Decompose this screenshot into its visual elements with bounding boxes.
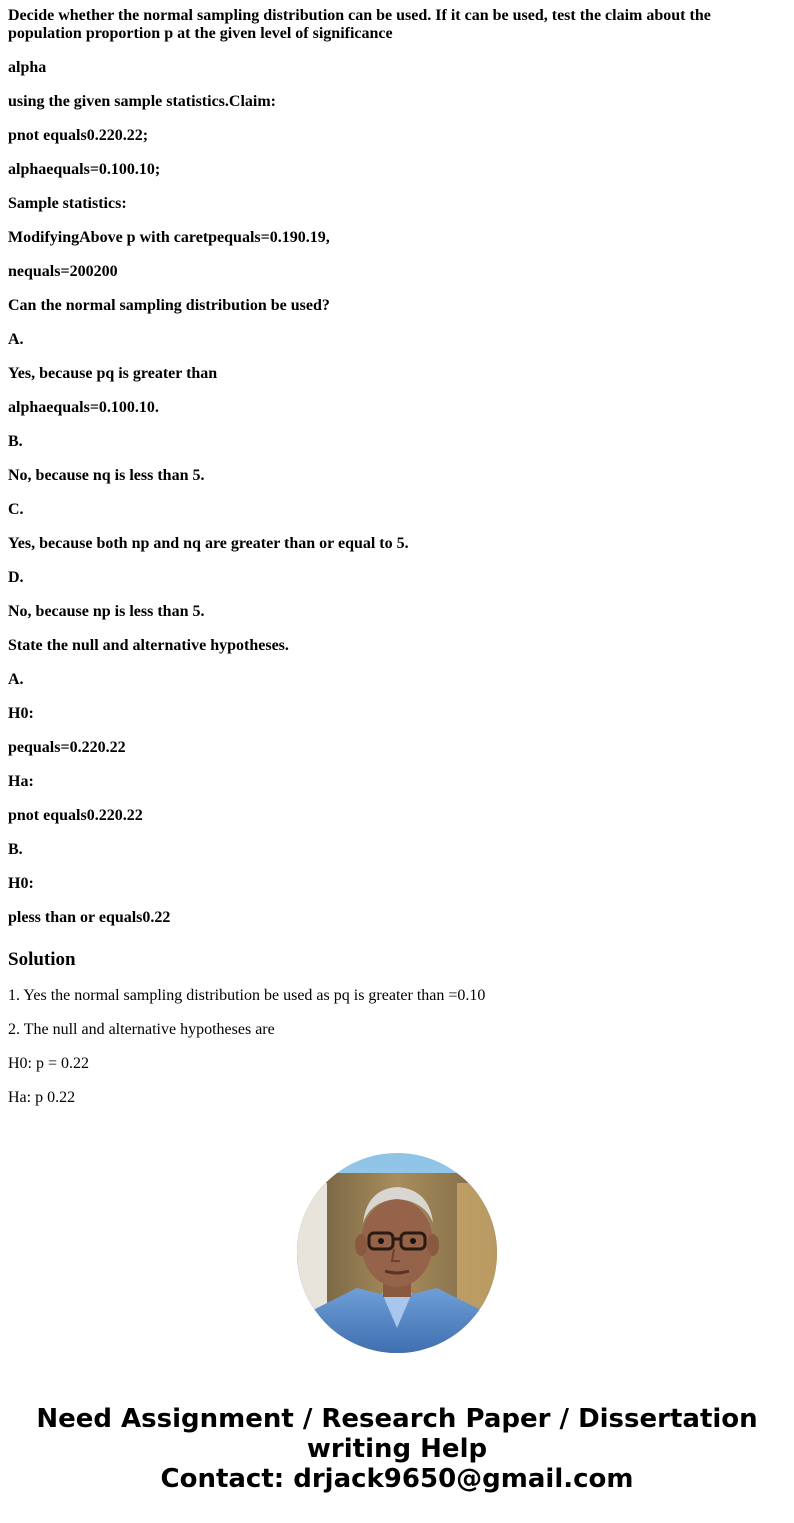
hypothesis-text: pnot equals0.220.22 (8, 807, 143, 824)
solution-block (8, 987, 778, 1107)
option-text: No, because np is less than 5. (8, 603, 205, 620)
solution-line: 1. Yes the normal sampling distribution be used as pq is greater than =0.10 (8, 987, 486, 1004)
hypothesis-text: pequals=0.220.22 (8, 739, 126, 756)
option-label: C. (8, 501, 24, 518)
question-line: pnot equals0.220.22; (8, 127, 149, 144)
question-line: Sample statistics: (8, 195, 127, 212)
option-label: A. (8, 671, 24, 688)
question-line: alpha (8, 59, 47, 76)
question-line: alphaequals=0.100.10; (8, 161, 161, 178)
option-text: Yes, because pq is greater than (8, 365, 218, 382)
promo-line: Need Assignment / Research Paper / Dissertation (36, 1404, 758, 1434)
promo-banner (0, 1404, 794, 1494)
document-content (8, 7, 778, 1123)
solution-line: 2. The null and alternative hypotheses are (8, 1021, 275, 1038)
question-line: nequals=200200 (8, 263, 118, 280)
option-text: alphaequals=0.100.10. (8, 399, 159, 416)
solution-line: H0: p = 0.22 (8, 1055, 90, 1072)
author-photo (297, 1153, 497, 1353)
option-text: Yes, because both np and nq are greater than or equal to 5. (8, 535, 409, 552)
solution-heading: Solution (8, 949, 76, 970)
question-line: using the given sample statistics.Claim: (8, 93, 276, 110)
option-label: A. (8, 331, 24, 348)
promo-line: writing Help (306, 1434, 488, 1464)
hypothesis-text: pless than or equals0.22 (8, 909, 171, 926)
hypothesis-label: H0: (8, 705, 34, 722)
option-label: B. (8, 433, 23, 450)
question-line: ModifyingAbove p with caretpequals=0.190.19, (8, 229, 330, 246)
option-label: B. (8, 841, 23, 858)
question-block (8, 7, 778, 927)
author-portrait-icon (297, 1153, 497, 1353)
question-line: Decide whether the normal sampling distribution can be used. If it can be used, test the claim about the population proportion p at the given level of significance (8, 7, 711, 42)
hypothesis-label: H0: (8, 875, 34, 892)
question-line: State the null and alternative hypotheses. (8, 637, 289, 654)
solution-line: Ha: p 0.22 (8, 1089, 76, 1106)
contact-email: Contact: drjack9650@gmail.com (160, 1464, 634, 1494)
option-label: D. (8, 569, 24, 586)
question-line: Can the normal sampling distribution be used? (8, 297, 330, 314)
hypothesis-label: Ha: (8, 773, 34, 790)
option-text: No, because nq is less than 5. (8, 467, 205, 484)
